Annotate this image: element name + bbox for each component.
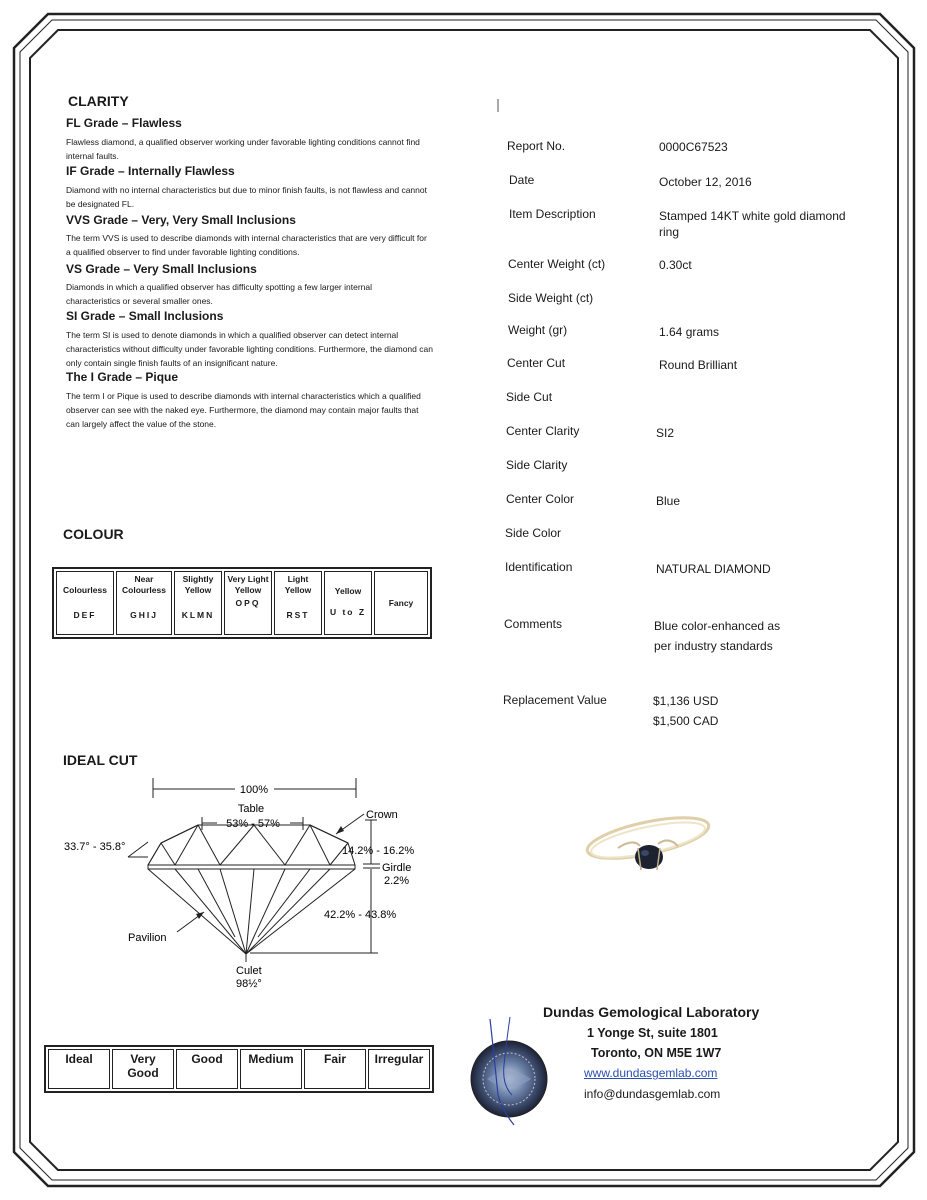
pavilion-label: Pavilion <box>128 932 167 944</box>
colour-cell-name: Slightly Yellow <box>182 574 214 595</box>
colour-cell-name: Very Light Yellow <box>227 574 269 595</box>
cut-grade-cell: Medium <box>240 1049 302 1089</box>
colour-cell-name: Colourless <box>63 585 107 595</box>
culet-value: 98½° <box>236 978 262 990</box>
replacement-value-usd: $1,136 USD <box>653 694 719 708</box>
colour-cell-grades: U to Z <box>329 607 367 617</box>
clarity-grade-heading: The I Grade – Pique <box>66 370 179 384</box>
clarity-title: CLARITY <box>68 93 129 109</box>
clarity-grade-desc: Flawless diamond, a qualified observer working under favorable lighting conditions cannot find internal faults. <box>66 137 420 161</box>
colour-cell-name: Light Yellow <box>284 574 312 595</box>
colour-scale-table <box>52 567 432 639</box>
center-cut-label: Center Cut <box>507 356 566 370</box>
ideal-cut-title: IDEAL CUT <box>63 752 138 768</box>
colour-cell <box>324 571 372 635</box>
lab-email: info@dundasgemlab.com <box>584 1087 721 1101</box>
clarity-grade-heading: FL Grade – Flawless <box>66 116 182 130</box>
pavilion-depth-label: 42.2% - 43.8% <box>324 909 397 921</box>
side-clarity-label: Side Clarity <box>506 458 568 472</box>
comments-value-line1: Blue color-enhanced as <box>654 619 781 633</box>
identification-label: Identification <box>505 560 573 574</box>
clarity-grade-heading: VVS Grade – Very, Very Small Inclusions <box>66 213 296 227</box>
colour-cell <box>56 571 114 635</box>
hologram-seal <box>462 1015 557 1135</box>
center-clarity-label: Center Clarity <box>506 424 580 438</box>
center-color-label: Center Color <box>506 492 575 506</box>
side-cut-label: Side Cut <box>506 390 553 404</box>
cut-grade-cell: Very Good <box>112 1049 174 1089</box>
comments-label: Comments <box>504 617 563 631</box>
center-cut-value: Round Brilliant <box>659 358 738 372</box>
colour-cell-name: Near Colourless <box>122 574 166 595</box>
table-label: Table <box>237 803 265 815</box>
item-description-value-line2: ring <box>659 225 680 239</box>
clarity-grade-desc: Diamond with no internal characteristics but due to minor finish faults, is not flawless and cannot be designated FL. <box>66 185 427 209</box>
lab-address-line1: 1 Yonge St, suite 1801 <box>587 1026 718 1040</box>
report-no-value: 0000C67523 <box>659 140 728 154</box>
item-description-value-line1: Stamped 14KT white gold diamond <box>659 209 846 223</box>
cut-grade-cell: Ideal <box>48 1049 110 1089</box>
lab-name: Dundas Gemological Laboratory <box>543 1004 760 1020</box>
clarity-grade-heading: SI Grade – Small Inclusions <box>66 309 224 323</box>
report-no-label: Report No. <box>507 139 566 153</box>
date-value: October 12, 2016 <box>659 175 752 189</box>
colour-cell-name: Fancy <box>388 597 414 608</box>
cut-grade-cell: Good <box>176 1049 238 1089</box>
date-label: Date <box>509 173 535 187</box>
side-color-label: Side Color <box>505 526 562 540</box>
crown-angle-label: 33.7° - 35.8° <box>64 841 126 853</box>
colour-cell-name: Yellow <box>334 586 362 596</box>
crown-label: Crown <box>366 809 398 821</box>
colour-cell <box>224 571 272 635</box>
center-weight-value: 0.30ct <box>659 258 692 272</box>
clarity-grade-desc: The term VVS is used to describe diamonds with internal characteristics that are very difficult for a qualified observer to find under favorable lighting conditions. <box>66 233 427 257</box>
weight-value: 1.64 grams <box>659 325 720 339</box>
weight-label: Weight (gr) <box>508 323 568 337</box>
lab-website-link[interactable]: www.dundasgemlab.com <box>584 1066 718 1080</box>
center-clarity-value: SI2 <box>656 426 675 440</box>
clarity-grade-desc: The term I or Pique is used to describe diamonds with internal characteristics which a qualified observer can see with the naked eye. Furthermore, the diamond may contain major faults that can largely affect the value of the stone. <box>66 391 421 429</box>
colour-cell-grades: KLMN <box>181 610 215 620</box>
width-label: 100% <box>239 784 269 796</box>
colour-cell <box>274 571 322 635</box>
replacement-value-label: Replacement Value <box>503 693 607 707</box>
colour-title: COLOUR <box>63 526 124 542</box>
clarity-grade-desc: Diamonds in which a qualified observer has difficulty spotting a few larger internal characteristics or several smaller ones. <box>66 282 373 306</box>
clarity-grade-desc: The term SI is used to denote diamonds in which a qualified observer can detect internal characteristics without difficulty under favorable lighting conditions. Furthermore, the diamond can only contain single finish faults of an insignificant nature. <box>66 330 433 368</box>
center-weight-label: Center Weight (ct) <box>508 257 606 271</box>
identification-value: NATURAL DIAMOND <box>656 562 771 576</box>
colour-cell-grades: OPQ <box>235 598 261 608</box>
diamond-diagram-icon <box>148 825 355 954</box>
lab-address-line2: Toronto, ON M5E 1W7 <box>591 1046 722 1060</box>
cut-grade-table <box>44 1045 434 1093</box>
ring-photo <box>578 800 718 890</box>
culet-label: Culet <box>236 965 262 977</box>
replacement-value-cad: $1,500 CAD <box>653 714 719 728</box>
ideal-cut-diagram <box>60 772 440 992</box>
colour-cell-grades: RST <box>286 610 310 620</box>
clarity-grade-heading: IF Grade – Internally Flawless <box>66 164 235 178</box>
crown-height-label: 14.2% - 16.2% <box>342 845 415 857</box>
girdle-value: 2.2% <box>384 875 410 887</box>
colour-cell <box>116 571 172 635</box>
comments-value-line2: per industry standards <box>654 639 773 653</box>
girdle-label: Girdle <box>382 862 412 874</box>
side-weight-label: Side Weight (ct) <box>508 291 594 305</box>
cut-grade-cell: Irregular <box>368 1049 430 1089</box>
center-color-value: Blue <box>656 494 681 508</box>
colour-cell <box>374 571 428 635</box>
table-range: 53% - 57% <box>226 818 280 830</box>
colour-cell <box>174 571 222 635</box>
item-description-label: Item Description <box>509 207 596 221</box>
clarity-grade-heading: VS Grade – Very Small Inclusions <box>66 262 257 276</box>
colour-cell-grades: GHIJ <box>130 610 158 620</box>
colour-cell-grades: DEF <box>73 610 97 620</box>
cut-grade-cell: Fair <box>304 1049 366 1089</box>
